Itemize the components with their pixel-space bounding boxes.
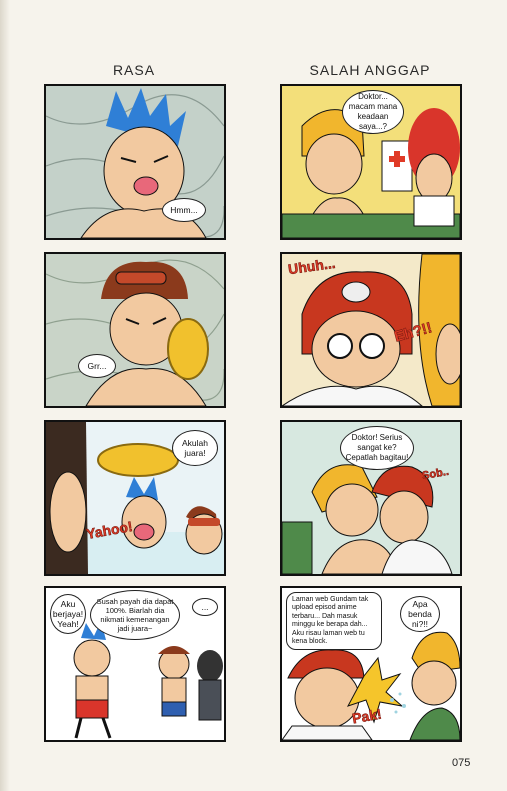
left-panel-4	[44, 586, 226, 742]
right-panel-2-sfx-b: Eh?!!	[392, 319, 434, 346]
left-panel-3-sfx: Yahoo!	[84, 518, 134, 542]
right-panel-4-sfx: Pak!	[350, 705, 383, 727]
right-panel-3-bubble: Doktor! Serius sangat ke? Cepatlah bagitau!	[340, 426, 414, 470]
right-panel-4	[280, 586, 462, 742]
right-panel-3-sfx: Sob..	[421, 465, 450, 483]
right-panel-2-sfx-a: Uhuh...	[287, 254, 337, 278]
left-panel-1	[44, 84, 226, 240]
right-panel-2-art	[282, 254, 460, 406]
right-panel-4-bubble-a: Laman web Gundam tak upload episod anime terbaru... Dah masuk minggu ke berapa dah... Aku risau laman web tu kena block.	[286, 592, 382, 650]
page-number: 075	[452, 757, 471, 769]
left-panel-4-bubble-b: Susah payah dia dapat 100%. Biarlah dia nikmati kemenangan jadi juara~	[90, 590, 180, 640]
right-panel-2	[280, 252, 462, 408]
left-panel-2-bubble: Grr...	[78, 354, 116, 378]
right-column-title: SALAH ANGGAP	[309, 62, 431, 78]
left-panel-3	[44, 420, 226, 576]
left-panel-4-bubble-c: ...	[192, 598, 218, 616]
page-binding-shadow	[0, 0, 10, 791]
left-panel-3-bubble: Akulah juara!	[172, 430, 218, 466]
left-panel-2	[44, 252, 226, 408]
left-panel-1-bubble: Hmm...	[162, 198, 206, 222]
right-panel-4-bubble-b: Apa benda ni?!!	[400, 596, 440, 632]
right-panel-1-bubble: Doktor... macam mana keadaan saya...?	[342, 90, 404, 134]
left-panel-4-bubble-a: Aku berjaya! Yeah!	[50, 594, 86, 634]
right-panel-3	[280, 420, 462, 576]
left-column-title: RASA	[112, 62, 156, 78]
right-panel-1	[280, 84, 462, 240]
left-panel-2-art	[46, 254, 224, 406]
